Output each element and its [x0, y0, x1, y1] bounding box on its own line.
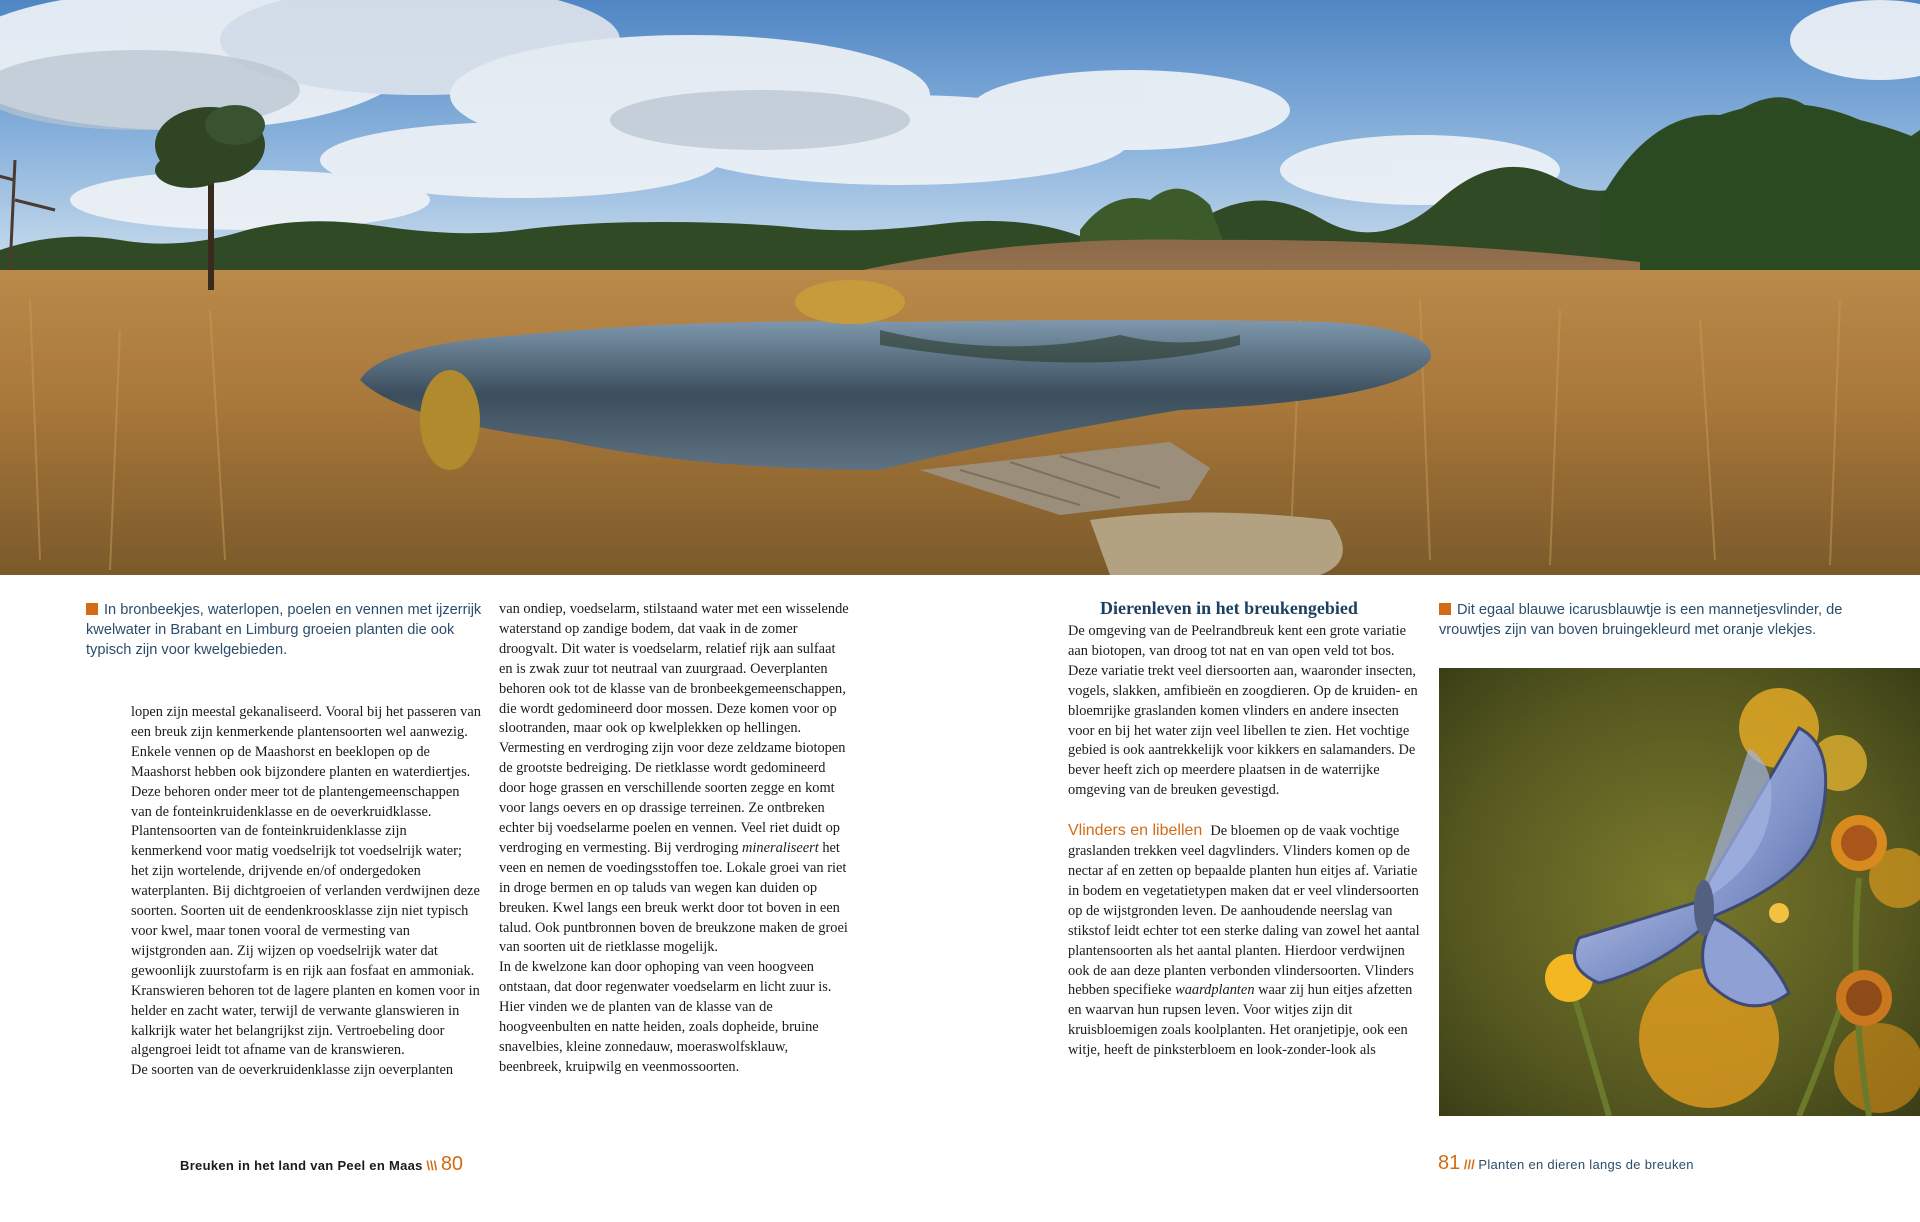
caption-text: Dit egaal blauwe icarusblauwtje is een mannetjesvlinder, de vrouwtjes zijn van boven bruingekleurd met oranje vlekjes.: [1439, 602, 1843, 638]
photo-caption-right: [1439, 600, 1869, 640]
footer-slashes: ///: [1463, 1157, 1475, 1172]
caption-marker: [86, 603, 98, 615]
running-title: Breuken in het land van Peel en Maas: [180, 1158, 423, 1173]
paragraph: In de kwelzone kan door ophoping van veen hoogveen ontstaan, dat door regenwater voedselarm en licht zuur is. Hier vinden we de planten van de klasse van de hoogveenbulten en natte heiden, zoals dopheide, bruine snavelbies, kleine zonnedauw, moeraswolfsklauw, beenbreek, kruipwilg en veenmossoorten.: [499, 959, 832, 1075]
heathland-pond-photo: [0, 0, 1920, 575]
footer-left: [180, 1153, 540, 1176]
emphasis: waardplanten: [1175, 982, 1255, 999]
page-number: 80: [440, 1153, 464, 1175]
text-column-2: [499, 600, 849, 1078]
text-column-3: [1068, 622, 1423, 1061]
caption-text: In bronbeekjes, waterlopen, poelen en vennen met ijzerrijk kwelwater in Brabant en Limburg groeien planten die ook typisch zijn voor kwelgebieden.: [86, 602, 482, 658]
butterfly-photo: [1439, 668, 1920, 1116]
footer-right: [1438, 1152, 1818, 1175]
page-number: 81: [1438, 1152, 1461, 1174]
paragraph: De omgeving van de Peelrandbreuk kent een grote variatie aan biotopen, van droog tot nat en van open veld tot bos. Deze variatie trekt veel diersoorten aan, waaronder insecten, vogels, slakken, amfibieën en zoogdieren. Op de kruiden- en bloemrijke graslanden komen vlinders en andere insecten voor en bij het water zijn veel libellen te zien. Het vochtige gebied is ook aantrekkelijk voor kikkers en salamanders. De bever heeft zich op meerdere plaatsen in de waterrijke omgeving van de breuken gevestigd.: [1068, 623, 1418, 799]
caption-marker: [1439, 603, 1451, 615]
paragraph: De soorten van de oeverkruidenklasse zijn oeverplanten: [131, 1062, 454, 1079]
footer-slashes: \\\: [426, 1158, 438, 1173]
running-title: Planten en dieren langs de breuken: [1478, 1157, 1694, 1172]
emphasis: mineraliseert: [742, 839, 819, 856]
paragraph: van ondiep, voedselarm, stilstaand water met een wisselende waterstand op zandige bodem, dat vaak in de zomer droogvalt. Dit water is voedselarm, relatief rijk aan sulfaat en is zwak zuur tot neutraal van zuurgraad. Oeverplanten behoren ook tot de klasse van de bronbeekgemeenschappen, die wordt gedomineerd door mossen. Deze komen voor op slootranden, maar ook op kwelplekken op hellingen. Vermesting en verdroging zijn voor deze zeldzame biotopen de grootste bedreiging. De rietklasse wordt gedomineerd door hoge grassen en verschillende soorten zegge en komt voor langs oevers en op drassige terreinen. Ze ontbreken echter bij voedselarme poelen en vennen. Veel riet duidt op verdroging en vermesting. Bij verdroging mineraliseert het veen en nemen de voedingsstoffen toe. Lokale groei van riet in droge bermen en op taluds van wegen kan duiden op breuken. Kwel langs een breuk werkt door tot boven in een talud. Ook puntbronnen boven de breukzone maken de groei van soorten uit de rietklasse mogelijk.: [499, 601, 849, 956]
photo-caption-left: [86, 600, 486, 660]
subheading: Vlinders en libellen: [1068, 822, 1203, 840]
section-heading: Dierenleven in het breukengebied: [1100, 598, 1358, 618]
paragraph: Vlinders en libellen De bloemen op de vaak vochtige graslanden trekken veel dagvlinders. Vlinders komen op de nectar af en zetten op bepaalde planten hun eitjes af. Variatie in bodem en vegetatietypen maken dat er veel vlindersoorten op de wijstgronden leven. De aanhoudende neerslag van stikstof leidt echter tot een sterke daling van zowel het aantal plantensoorten als het aantal planten. Hierdoor verdwijnen ook de aan deze planten verbonden vlindersoorten. Vlinders hebben specifieke waardplanten waar zij hun eitjes afzetten en waarvan hun rupsen leven. Voor witjes zijn dit kruisbloemigen zoals koolplanten. Het oranjetipje, ook een witje, heeft de pinksterbloem en look-zonder-look als: [1068, 822, 1420, 1059]
text-column-1: [131, 703, 481, 1081]
paragraph: lopen zijn meestal gekanaliseerd. Vooral bij het passeren van een breuk zijn kenmerkende plantensoorten wel aanwezig. Enkele vennen op de Maashorst en beeklopen op de Maashorst hebben ook bijzondere planten en waterdiertjes. Deze behoren onder meer tot de plantengemeenschappen van de fonteinkruidenklasse en de oeverkruidklasse. Plantensoorten van de fonteinkruidenklasse zijn kenmerkend voor matig voedselrijk tot voedselrijk water; het zijn wortelende, drijvende en/of ondergedoken waterplanten. Bij dichtgroeien of verlanden verdwijnen deze soorten. Soorten uit de eendenkroosklasse zijn niet typisch voor kwel, maar tonen vooral de vermesting van wijstgronden aan. Zij wijzen op voedselrijk water dat gewoonlijk zuurstofarm is en rijk aan fosfaat en ammoniak. Kranswieren behoren tot de lagere planten en komen voor in helder en zacht water, terwijl de verwante glanswieren in kalkrijk water het belangrijkst zijn. Vertroebeling door algengroei leidt tot afname van de kranswieren.: [131, 704, 481, 1059]
